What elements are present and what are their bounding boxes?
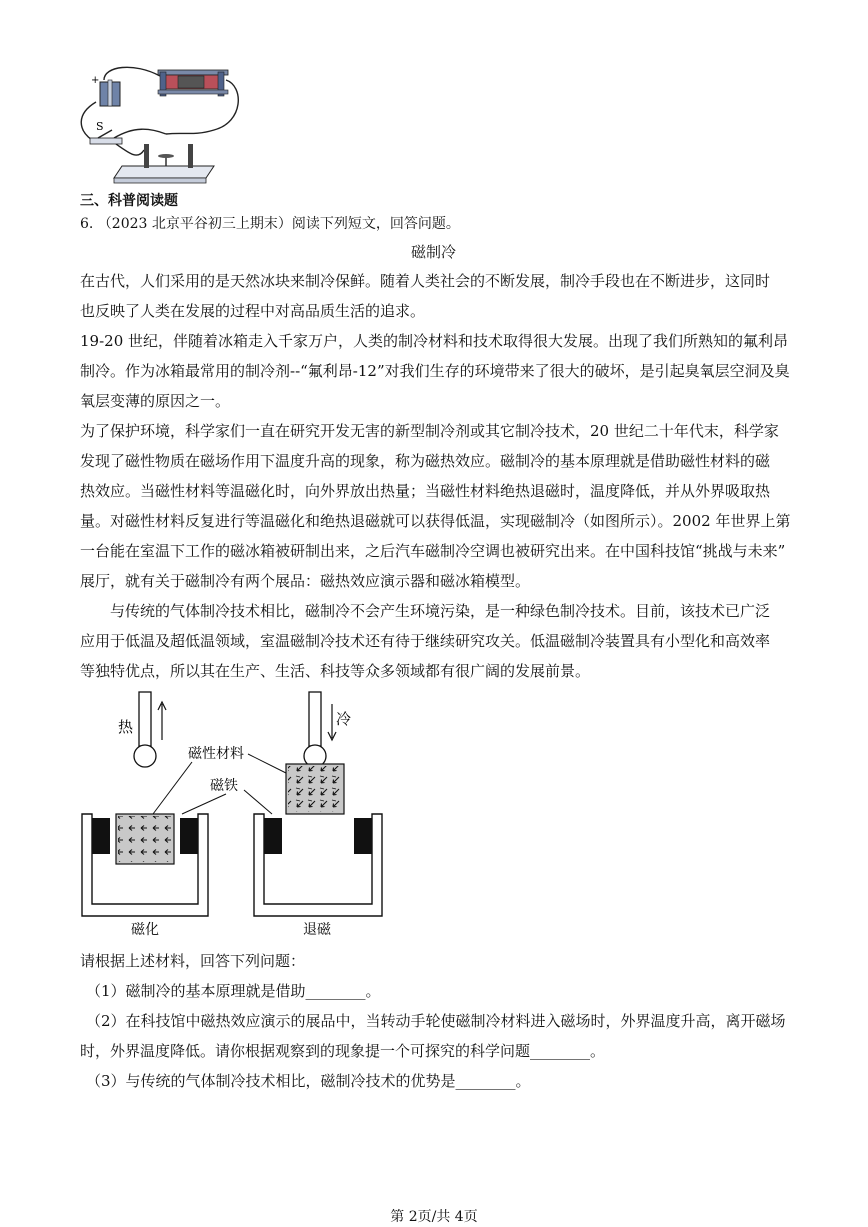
magnetic-material-label: 磁性材料: [188, 746, 244, 762]
question-intro: 6. （2023 北京平谷初三上期末）阅读下列短文，回答问题。: [80, 216, 460, 232]
paragraph-2: [80, 326, 792, 416]
subquestion-line: （2）在科技馆中磁热效应演示的展品中，当转动手轮使磁制冷材料进入磁场时，外界温度升高，离开磁场: [86, 1012, 786, 1030]
subquestion-2: [80, 1006, 792, 1066]
page-number: 第 2页/共 4页: [390, 1209, 478, 1225]
paragraph-line: 氧层变薄的原因之一。: [80, 392, 231, 410]
subquestion-line: （3）与传统的气体制冷技术相比，磁制冷技术的优势是________。: [86, 1072, 531, 1090]
subquestion-1: [86, 976, 792, 1006]
magnetic-cooling-figure: [78, 690, 390, 940]
paragraph-line: 应用于低温及超低温领域，室温磁制冷技术还有待于继续研究攻关。低温磁制冷装置具有小型化和高效率: [80, 632, 771, 650]
paragraph-1: [80, 266, 792, 326]
paragraph-line: 等独特优点，所以其在生产、生活、科技等众多领域都有很广阔的发展前景。: [80, 662, 591, 680]
paragraph-line: 19-20 世纪，伴随着冰箱走入千家万户，人类的制冷材料和技术取得很大发展。出现了我们所熟知的氟利昂: [80, 332, 789, 350]
paragraph-line: 为了保护环境，科学家们一直在研究开发无害的新型制冷剂或其它制冷技术，20 世纪二十年代末，科学家: [80, 422, 779, 440]
battery-plus-label: +: [91, 75, 100, 86]
paragraph-line: 展厅，就有关于磁制冷有两个展品：磁热效应演示器和磁冰箱模型。: [80, 572, 531, 590]
subquestion-line: 时，外界温度降低。请你根据观察到的现象提一个可探究的科学问题________。: [80, 1042, 606, 1060]
paragraph-line: 与传统的气体制冷技术相比，磁制冷不会产生环境污染，是一种绿色制冷技术。目前，该技术已广泛: [110, 602, 771, 620]
paragraph-line: 也反映了人类在发展的过程中对高品质生活的追求。: [80, 302, 426, 320]
paragraph-line: 热效应。当磁性材料等温磁化时，向外界放出热量；当磁性材料绝热退磁时，温度降低，并从外界吸取热: [80, 482, 771, 500]
questions-prompt: 请根据上述材料，回答下列问题：: [80, 952, 306, 970]
subquestion-line: （1）磁制冷的基本原理就是借助________。: [86, 982, 381, 1000]
paragraph-3: [80, 416, 792, 596]
magnetize-caption: 磁化: [131, 922, 159, 938]
paragraph-4: [80, 596, 792, 686]
cold-label: 冷: [336, 710, 352, 728]
magnet-label: 磁铁: [210, 778, 238, 794]
magnetic-cooling-diagram: [78, 690, 390, 940]
paragraph-line: 制冷。作为冰箱最常用的制冷剂--“氟利昂-12”对我们生存的环境带来了很大的破坏，是引起臭氧层空洞及臭: [80, 362, 790, 380]
paragraph-line: 在古代，人们采用的是天然冰块来制冷保鲜。随着人类社会的不断发展，制冷手段也在不断进步，这同时: [80, 272, 771, 290]
article-title: 磁制冷: [411, 243, 457, 261]
circuit-diagram: [74, 62, 244, 184]
demagnetize-caption: 退磁: [303, 922, 331, 938]
circuit-figure: [74, 62, 244, 184]
subquestion-3: [86, 1066, 792, 1096]
hot-label: 热: [118, 718, 134, 736]
paragraph-line: 量。对磁性材料反复进行等温磁化和绝热退磁就可以获得低温，实现磁制冷（如图所示）。2002 年世界上第: [80, 512, 791, 530]
paragraph-line: 发现了磁性物质在磁场作用下温度升高的现象，称为磁热效应。磁制冷的基本原理就是借助磁性材料的磁: [80, 452, 771, 470]
section-heading: 三、科普阅读题: [80, 193, 178, 209]
switch-label: S: [96, 120, 104, 133]
paragraph-line: 一台能在室温下工作的磁冰箱被研制出来，之后汽车磁制冷空调也被研究出来。在中国科技馆“挑战与未来”: [80, 542, 786, 560]
